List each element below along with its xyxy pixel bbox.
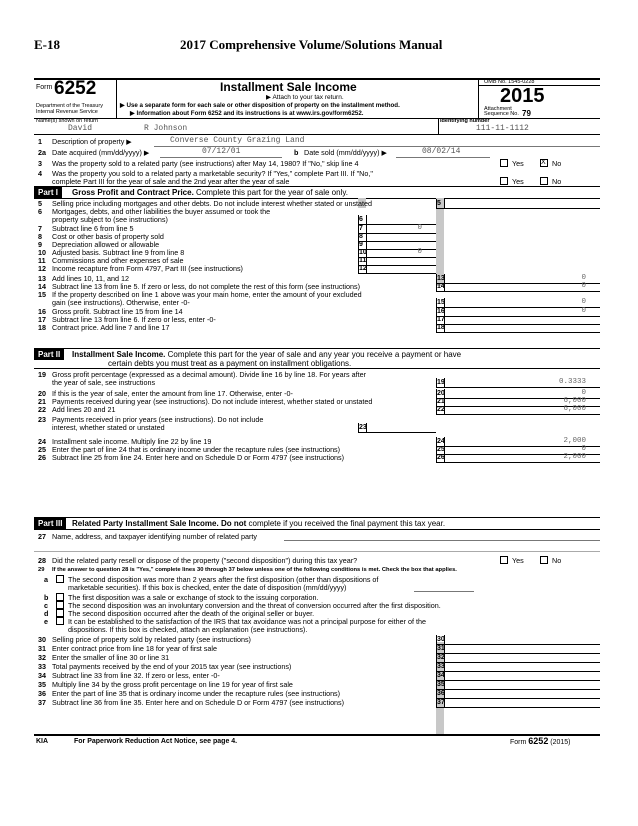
line-20-amount[interactable]: 0: [581, 389, 586, 397]
line-25-text: Enter the part of line 24 that is ordinary income under the recapture rules (see instructions): [52, 445, 341, 454]
attachment-label: Attachment: [484, 106, 512, 112]
page-title: 2017 Comprehensive Volume/Solutions Manual: [180, 37, 443, 52]
line-4-yes-checkbox[interactable]: [500, 177, 508, 185]
line-34-box-label: 34: [437, 672, 445, 679]
line-4-text: Was the property you sold to a related party a marketable security? If "Yes," complete Part III. If "No,": [52, 169, 373, 178]
line-28-no-checkbox[interactable]: [540, 556, 548, 564]
line-10-num: 10: [38, 248, 46, 257]
option-e-checkbox[interactable]: [56, 617, 64, 625]
line-33-num: 33: [38, 662, 46, 671]
line-15-num: 15: [38, 290, 46, 299]
line-20-text: If this is the year of sale, enter the amount from line 17. Otherwise, enter -0-: [52, 389, 293, 398]
line-30-amount[interactable]: [444, 635, 586, 644]
line-3-yes-checkbox[interactable]: [500, 159, 508, 167]
line-18-num: 18: [38, 323, 46, 332]
line-7-box-label: 7: [359, 225, 363, 232]
line-2b-num: b: [294, 148, 299, 157]
line-14-box-label: 14: [437, 283, 445, 290]
line-26-amount[interactable]: 2,000: [563, 453, 586, 461]
id-value[interactable]: 111-11-1112: [476, 124, 529, 133]
line-37-box-label: 37: [437, 699, 445, 706]
dept-line1: Department of the Treasury: [36, 103, 103, 109]
line-12-text: Income recapture from Form 4797, Part III (see instructions): [52, 264, 243, 273]
date-acquired[interactable]: 07/12/01: [202, 147, 241, 156]
page-code: E-18: [34, 37, 60, 52]
line-27-text: Name, address, and taxpayer identifying number of related party: [52, 532, 257, 541]
line-8-text: Cost or other basis of property sold: [52, 232, 164, 241]
line-32-text: Enter the smaller of line 30 or line 31: [52, 653, 170, 662]
omb-number: OMB No. 1545-0228: [484, 79, 535, 85]
sequence-number: 79: [522, 109, 531, 118]
dept-line2: Internal Revenue Service: [36, 109, 98, 115]
attach-note: ▶ Attach to your tax return.: [266, 94, 344, 101]
part-2-title-bold: Installment Sale Income.: [72, 350, 166, 359]
line-28-yes-label: Yes: [512, 556, 524, 565]
line-14-amount[interactable]: 0: [581, 282, 586, 290]
line-5-text: Selling price including mortgages and other debts. Do not include interest whether stated or unstated: [52, 199, 373, 208]
line-33-text: Total payments received by the end of your 2015 tax year (see instructions): [52, 662, 292, 671]
date-sold[interactable]: 08/02/14: [422, 147, 461, 156]
option-c-checkbox[interactable]: [56, 601, 64, 609]
line-19-num: 19: [38, 370, 46, 379]
line-13-num: 13: [38, 274, 46, 283]
part-1-title-rest: Complete this part for the year of sale only.: [193, 188, 348, 197]
line-12-num: 12: [38, 264, 46, 273]
line-4-num: 4: [38, 169, 42, 178]
line-9-text: Depreciation allowed or allowable: [52, 240, 160, 249]
line-24-amount[interactable]: 2,000: [563, 437, 586, 445]
line-19-amount[interactable]: 0.3333: [558, 378, 586, 386]
line-23-num: 23: [38, 415, 46, 424]
line-35-amount[interactable]: [444, 680, 586, 689]
footer-form-num: 6252: [528, 736, 549, 746]
line-31-box-label: 31: [437, 645, 445, 652]
line-29-text: If the answer to question 28 is "Yes," complete lines 30 through 37 below unless one of the following conditions is met. Check the box that applies.: [52, 567, 457, 573]
tax-year: 2015: [500, 85, 545, 107]
line-13-text: Add lines 10, 11, and 12: [52, 274, 129, 283]
option-e-letter: e: [44, 617, 48, 626]
footer-notice: For Paperwork Reduction Act Notice, see page 4.: [74, 738, 238, 745]
line-21-amount[interactable]: 6,000: [563, 397, 586, 405]
line-35-text: Multiply line 34 by the gross profit percentage on line 19 for year of first sale: [52, 680, 293, 689]
line-35-num: 35: [38, 680, 46, 689]
line-36-num: 36: [38, 689, 46, 698]
option-c-letter: c: [44, 601, 48, 610]
line-2a-num: 2a: [38, 148, 46, 157]
line-19-box-label: 19: [437, 379, 445, 386]
option-d-text: The second disposition occurred after the death of the original seller or buyer.: [68, 609, 315, 618]
line-24-box-label: 24: [437, 438, 445, 445]
line-17-box-label: 17: [437, 316, 445, 323]
part-3-header: [34, 517, 600, 530]
line-2b-text: Date sold (mm/dd/yyyy) ▶: [304, 148, 388, 157]
form-word: Form: [36, 84, 53, 91]
option-a-text: The second disposition was more than 2 years after the first disposition (other than dispositions of: [68, 575, 379, 584]
line-14-text: Subtract line 13 from line 5. If zero or less, do not complete the rest of this form (see instructions): [52, 282, 360, 291]
footer-form-year: (2015): [550, 739, 571, 746]
line-14-num: 14: [38, 282, 46, 291]
line-1-num: 1: [38, 137, 42, 146]
line-37-text: Subtract line 36 from line 35. Enter here and on Schedule D or Form 4797 (see instructions): [52, 698, 345, 707]
line-32-amount[interactable]: [444, 653, 586, 662]
line-26-num: 26: [38, 453, 46, 462]
line-24-num: 24: [38, 437, 46, 446]
line-7-num: 7: [38, 224, 42, 233]
line-33-amount[interactable]: [444, 662, 586, 671]
line-34-amount[interactable]: [444, 671, 586, 680]
line-10-text: Adjusted basis. Subtract line 9 from line 8: [52, 248, 185, 257]
line-31-text: Enter contract price from line 18 for year of first sale: [52, 644, 217, 653]
part-2-label: Part II: [34, 349, 64, 360]
line-8-num: 8: [38, 232, 42, 241]
line-25-box-label: 25: [437, 446, 445, 453]
line-32-num: 32: [38, 653, 46, 662]
line-22-num: 22: [38, 405, 46, 414]
line-34-text: Subtract line 33 from line 32. If zero or less, enter -0-: [52, 671, 220, 680]
line-18-text: Contract price. Add line 7 and line 17: [52, 323, 170, 332]
line-30-text: Selling price of property sold by related party (see instructions): [52, 635, 251, 644]
line-17-text: Subtract line 13 from line 6. If zero or less, enter -0-: [52, 315, 216, 324]
line-7-text: Subtract line 6 from line 5: [52, 224, 134, 233]
part-1-label: Part I: [34, 187, 62, 198]
option-b-text: The first disposition was a sale or exchange of stock to the issuing corporation.: [68, 593, 319, 602]
line-34-num: 34: [38, 671, 46, 680]
line-16-amount[interactable]: 0: [581, 307, 586, 315]
line-11-box-label: 11: [359, 257, 367, 264]
line-6-num: 6: [38, 207, 42, 216]
part-3-title-bold: Related Party Installment Sale Income. Do not: [72, 519, 247, 528]
line-15-box-label: 15: [437, 299, 445, 306]
part-2-header: [34, 348, 600, 369]
line-30-num: 30: [38, 635, 46, 644]
line-13-box-label: 13: [437, 275, 445, 282]
option-c-text: The second disposition was an involuntary conversion and the threat of conversion occurred after the first disposition.: [68, 601, 441, 610]
line-28-no-label: No: [552, 556, 562, 565]
line-27-num: 27: [38, 532, 46, 541]
line-36-amount[interactable]: [444, 689, 586, 698]
part-1-title-bold: Gross Profit and Contract Price.: [72, 188, 194, 197]
line-33-box-label: 33: [437, 663, 445, 670]
line-9-box-label: 9: [359, 241, 363, 248]
option-d-checkbox[interactable]: [56, 609, 64, 617]
sequence-label: Sequence No.: [484, 111, 519, 117]
line-25-num: 25: [38, 445, 46, 454]
option-d-letter: d: [44, 609, 49, 618]
instruction-2: ▶ Information about Form 6252 and its instructions is at www.irs.gov/form6252.: [130, 110, 364, 117]
line-28-yes-checkbox[interactable]: [500, 556, 508, 564]
line-28-text: Did the related party resell or dispose of the property ("second disposition") during this tax year?: [52, 556, 358, 565]
form-number: 6252: [54, 78, 97, 99]
line-19-text2: the year of sale, see instructions: [52, 378, 156, 387]
footer-form-label: Form: [510, 739, 527, 746]
line-6-text: Mortgages, debts, and other liabilities the buyer assumed or took the: [52, 207, 271, 216]
name-first[interactable]: David: [68, 124, 93, 133]
line-24-text: Installment sale income. Multiply line 22 by line 19: [52, 437, 212, 446]
line-3-text: Was the property sold to a related party (see instructions) after May 14, 1980? If "No," skip line 4: [52, 159, 359, 168]
line-37-amount[interactable]: [444, 698, 586, 707]
line-11-num: 11: [38, 256, 46, 265]
line-11-text: Commissions and other expenses of sale: [52, 256, 184, 265]
line-5-num: 5: [38, 199, 42, 208]
line-21-box-label: 21: [437, 398, 445, 405]
line-23-box-label: 23: [359, 424, 367, 431]
line-19-text: Gross profit percentage (expressed as a decimal amount). Divide line 16 by line 18. For years after: [52, 370, 367, 379]
line-25-amount[interactable]: 0: [581, 445, 586, 453]
line-31-num: 31: [38, 644, 46, 653]
line-3-no-label: No: [552, 159, 562, 168]
instruction-1: ▶ Use a separate form for each sale or other disposition of property on the installment method.: [120, 102, 400, 109]
property-description[interactable]: Converse County Grazing Land: [170, 136, 305, 145]
line-9-num: 9: [38, 240, 42, 249]
line-17-num: 17: [38, 315, 46, 324]
line-31-amount[interactable]: [444, 644, 586, 653]
line-15-text: If the property described on line 1 above was your main home, enter the amount of your excluded: [52, 290, 362, 299]
part-1-header: [34, 186, 600, 199]
page-header: [34, 37, 443, 53]
part-3-label: Part III: [34, 518, 66, 529]
option-e-text2: dispositions. If this box is checked, attach an explanation (see instructions).: [68, 625, 308, 634]
line-15-amount[interactable]: 0: [581, 298, 586, 306]
part-3-title-rest: complete if you received the final payment this tax year.: [246, 519, 446, 528]
line-23-text2: interest, whether stated or unstated: [52, 423, 165, 432]
option-a-text2: marketable securities). If this box is checked, enter the date of disposition (mm/dd/yyyy): [68, 583, 347, 592]
line-35-box-label: 35: [437, 681, 445, 688]
line-3-yes-label: Yes: [512, 159, 524, 168]
line-16-box-label: 16: [437, 308, 445, 315]
line-2a-text: Date acquired (mm/dd/yyyy) ▶: [52, 148, 150, 157]
line-22-amount[interactable]: 6,000: [563, 405, 586, 413]
line-22-text: Add lines 20 and 21: [52, 405, 116, 414]
line-4-text2: complete Part III for the year of sale and the 2nd year after the year of sale: [52, 177, 290, 186]
part-2-title-line2: certain debts you must treat as a payment on installment obligations.: [108, 359, 352, 368]
line-4-no-label: No: [552, 177, 562, 186]
line-3-num: 3: [38, 159, 42, 168]
line-15-text2: gain (see instructions). Otherwise, enter -0-: [52, 298, 190, 307]
line-12-box-label: 12: [359, 265, 367, 272]
option-b-letter: b: [44, 593, 49, 602]
line-1-text: Description of property ▶: [52, 137, 132, 146]
name-label: Name(s) shown on return: [36, 118, 99, 124]
line-30-box-label: 30: [437, 636, 445, 643]
line-29-num: 29: [38, 567, 45, 573]
line-5-box-label: 5: [437, 200, 441, 207]
line-18-box-label: 18: [437, 324, 445, 331]
part-2-title-rest: Complete this part for the year of sale and any year you receive a payment or have: [165, 350, 462, 359]
line-16-num: 16: [38, 307, 46, 316]
line-23-text: Payments received in prior years (see instructions). Do not include: [52, 415, 264, 424]
line-4-no-checkbox[interactable]: [540, 177, 548, 185]
line-20-num: 20: [38, 389, 46, 398]
line-7-amount[interactable]: 0: [417, 224, 422, 232]
option-e-text: It can be established to the satisfaction of the IRS that tax avoidance was not a principal purpose for either of the: [68, 617, 426, 626]
line-37-num: 37: [38, 698, 46, 707]
line-21-num: 21: [38, 397, 46, 406]
line-20-box-label: 20: [437, 390, 445, 397]
line-10-amount[interactable]: 0: [417, 248, 422, 256]
line-21-text: Payments received during year (see instructions). Do not include interest, whether stated or unstated: [52, 397, 373, 406]
option-b-checkbox[interactable]: [56, 593, 64, 601]
line-36-box-label: 36: [437, 690, 445, 697]
line-4-yes-label: Yes: [512, 177, 524, 186]
form-6252: [34, 78, 600, 804]
option-a-checkbox[interactable]: [56, 575, 64, 583]
id-label: Identifying number: [440, 118, 490, 124]
line-32-box-label: 32: [437, 654, 445, 661]
line-36-text: Enter the part of line 35 that is ordinary income under the recapture rules (see instructions): [52, 689, 341, 698]
line-26-box-label: 26: [437, 454, 445, 461]
line-3-no-mark: X: [541, 159, 546, 166]
line-10-box-label: 10: [359, 249, 367, 256]
name-last[interactable]: R Johnson: [144, 124, 188, 133]
footer-kia: KIA: [36, 738, 49, 745]
line-6-box-label: 6: [359, 216, 363, 223]
line-28-num: 28: [38, 556, 46, 565]
line-13-amount[interactable]: 0: [581, 274, 586, 282]
line-6-text2: property subject to (see instructions): [52, 215, 168, 224]
line-8-box-label: 8: [359, 233, 363, 240]
line-16-text: Gross profit. Subtract line 15 from line 14: [52, 307, 183, 316]
form-title: Installment Sale Income: [220, 80, 357, 94]
line-22-box-label: 22: [437, 406, 445, 413]
line-26-text: Subtract line 25 from line 24. Enter here and on Schedule D or Form 4797 (see instructions): [52, 453, 345, 462]
option-a-letter: a: [44, 575, 48, 584]
